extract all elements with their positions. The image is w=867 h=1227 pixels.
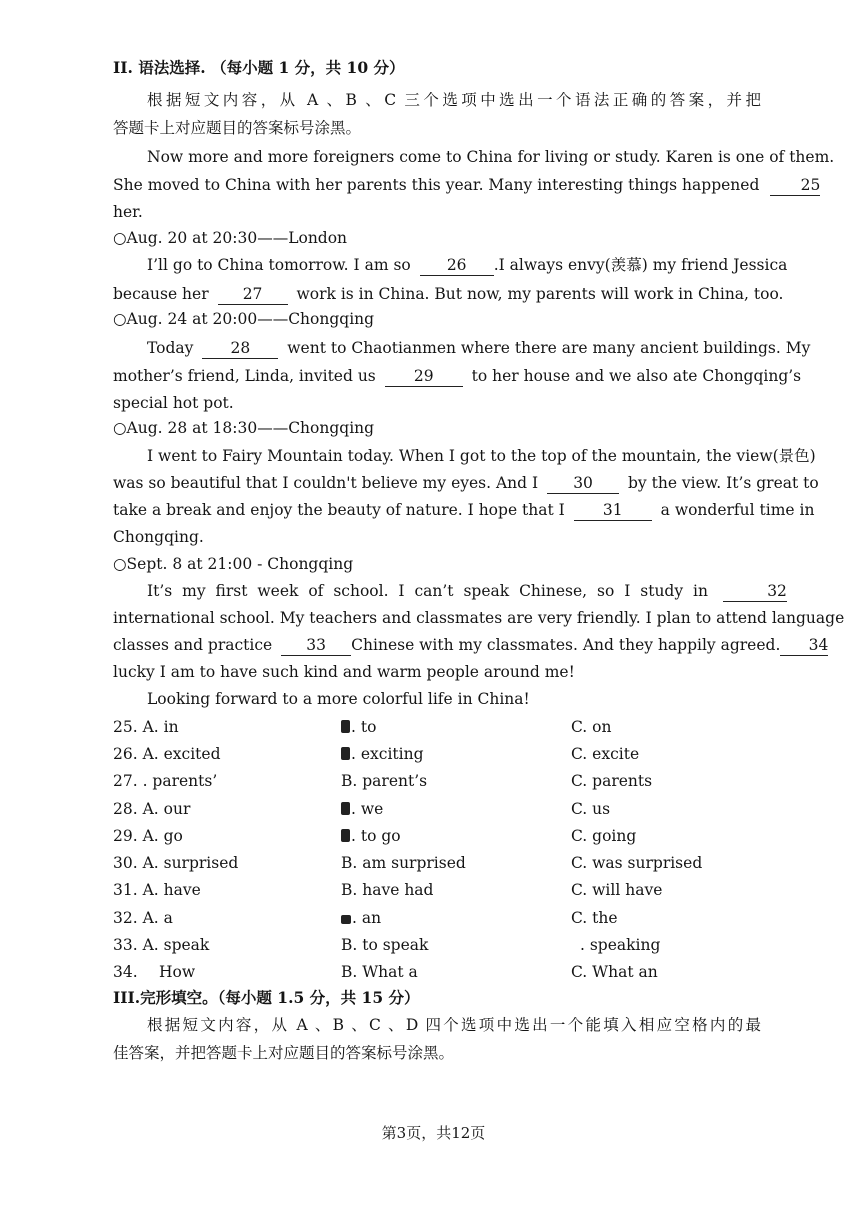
option-b-text: . to go — [351, 827, 401, 845]
passage-line: Looking forward to a more colorful life in China! — [147, 690, 530, 708]
option-a: How — [159, 963, 196, 981]
section-instructions-line2: 答题卡上对应题目的答案标号涂黑。 — [113, 119, 362, 137]
option-c: C. was surprised — [571, 854, 703, 872]
passage-line: Chongqing. — [113, 528, 204, 546]
passage-text: to her house and we also ate Chongqing’s — [471, 367, 802, 385]
option-a: 30. A. surprised — [113, 854, 239, 872]
option-c: C. going — [571, 827, 637, 845]
passage-text: by the view. It’s great to — [628, 474, 819, 492]
passage-line: her. — [113, 203, 143, 221]
passage-line — [113, 366, 802, 387]
option-b: B. have had — [341, 881, 434, 899]
passage-line — [113, 635, 829, 656]
diary-date-text: Aug. 20 at 20:30——London — [126, 229, 348, 247]
option-c: C. the — [571, 909, 618, 927]
option-b: B. What a — [341, 963, 418, 981]
passage-line — [113, 473, 819, 494]
option-a: 33. A. speak — [113, 936, 210, 954]
diary-date-text: Sept. 8 at 21:00 - Chongqing — [126, 555, 354, 573]
option-a: 31. A. have — [113, 881, 201, 899]
circle-bullet-icon: ○ — [113, 310, 127, 328]
section-title-cloze: III.完形填空。（每小题 1.5 分，共 15 分） — [113, 988, 420, 1007]
smudge-mark — [341, 720, 350, 733]
diary-date-text: Aug. 28 at 18:30——Chongqing — [126, 419, 375, 437]
blank-26: 26 — [420, 255, 494, 276]
passage-text: I’ll go to China tomorrow. I am so — [147, 256, 411, 274]
passage-text: Chinese with my classmates. And they happily agreed. — [351, 636, 781, 654]
passage-line: international school. My teachers and classmates are very friendly. I plan to attend language — [113, 609, 845, 627]
blank-27: 27 — [218, 284, 288, 305]
option-c: C. on — [571, 718, 612, 736]
option-c: . speaking — [580, 936, 661, 954]
passage-line: Now more and more foreigners come to China for living or study. Karen is one of them. — [147, 148, 835, 166]
smudge-mark — [341, 829, 350, 842]
passage-text: went to Chaotianmen where there are many ancient buildings. My — [287, 339, 811, 357]
passage-line: I went to Fairy Mountain today. When I got to the top of the mountain, the view(景色) — [147, 447, 816, 465]
diary-date-text: Aug. 24 at 20:00——Chongqing — [126, 310, 375, 328]
option-a: 27. . parents’ — [113, 772, 218, 790]
blank-29: 29 — [385, 366, 463, 387]
blank-33: 33 — [281, 635, 351, 656]
option-b-text: . an — [352, 909, 382, 927]
section-title-grammar: II. 语法选择. （每小题 1 分，共 10 分） — [113, 58, 405, 77]
passage-text: .I always envy(羡慕) my friend Jessica — [493, 256, 788, 274]
option-a: 29. A. go — [113, 827, 183, 845]
smudge-mark — [341, 802, 350, 815]
option-c: C. parents — [571, 772, 653, 790]
option-b-text: . to — [351, 718, 377, 736]
option-a: 26. A. excited — [113, 745, 221, 763]
passage-line — [147, 581, 787, 602]
passage-text: work is in China. But now, my parents will work in China, too. — [296, 285, 784, 303]
option-b — [341, 799, 383, 819]
passage-text: Today — [147, 339, 194, 357]
option-a: 28. A. our — [113, 800, 191, 818]
option-b: B. parent’s — [341, 772, 428, 790]
passage-line — [113, 284, 784, 305]
section-instructions-line1: 根据短文内容，从 A 、B 、C 、D 四个选项中选出一个能填入相应空格内的最 — [147, 1016, 761, 1034]
option-a: 32. A. a — [113, 909, 173, 927]
circle-bullet-icon: ○ — [113, 229, 127, 247]
blank-32: 32 — [723, 581, 787, 602]
option-c: C. us — [571, 800, 611, 818]
circle-bullet-icon: ○ — [113, 419, 127, 437]
blank-30: 30 — [547, 473, 619, 494]
section-instructions-line2: 佳答案，并把答题卡上对应题目的答案标号涂黑。 — [113, 1044, 455, 1062]
smudge-mark — [341, 915, 351, 924]
option-b-text: . exciting — [351, 745, 424, 763]
page-number-footer: 第3页，共12页 — [381, 1124, 486, 1142]
section-instructions-line1: 根据短文内容，从 A 、B 、C 三个选项中选出一个语法正确的答案，并把 — [147, 91, 761, 109]
passage-line — [147, 255, 795, 276]
blank-25: 25 — [770, 175, 820, 196]
diary-date — [113, 418, 761, 438]
diary-date — [113, 228, 761, 248]
option-b — [341, 744, 424, 764]
option-c: C. excite — [571, 745, 640, 763]
option-c: C. What an — [571, 963, 658, 981]
option-c: C. will have — [571, 881, 663, 899]
passage-text: mother’s friend, Linda, invited us — [113, 367, 376, 385]
option-num: 34. — [113, 963, 138, 981]
passage-line — [147, 338, 811, 359]
blank-28: 28 — [202, 338, 278, 359]
passage-text: It’s my first week of school. I can’t speak Chinese, so I study in — [147, 582, 708, 600]
option-a: 25. A. in — [113, 718, 179, 736]
option-b: B. to speak — [341, 936, 429, 954]
blank-34: 34 — [780, 635, 828, 656]
passage-text: She moved to China with her parents this year. Many interesting things happened — [113, 176, 760, 194]
passage-text: take a break and enjoy the beauty of nature. I hope that I — [113, 501, 565, 519]
option-b-text: . we — [351, 800, 384, 818]
option-b — [341, 908, 381, 928]
passage-text: a wonderful time in — [660, 501, 815, 519]
circle-bullet-icon: ○ — [113, 555, 127, 573]
option-b — [341, 826, 401, 846]
passage-line — [113, 500, 815, 521]
diary-date — [113, 554, 761, 574]
passage-text: was so beautiful that I couldn't believe my eyes. And I — [113, 474, 539, 492]
passage-text: classes and practice — [113, 636, 273, 654]
option-b — [341, 717, 376, 737]
passage-line — [113, 175, 821, 196]
passage-line: special hot pot. — [113, 394, 234, 412]
diary-date — [113, 309, 761, 329]
passage-text: because her — [113, 285, 209, 303]
smudge-mark — [341, 747, 350, 760]
passage-line: lucky I am to have such kind and warm people around me! — [113, 663, 575, 681]
blank-31: 31 — [574, 500, 652, 521]
option-b: B. am surprised — [341, 854, 466, 872]
